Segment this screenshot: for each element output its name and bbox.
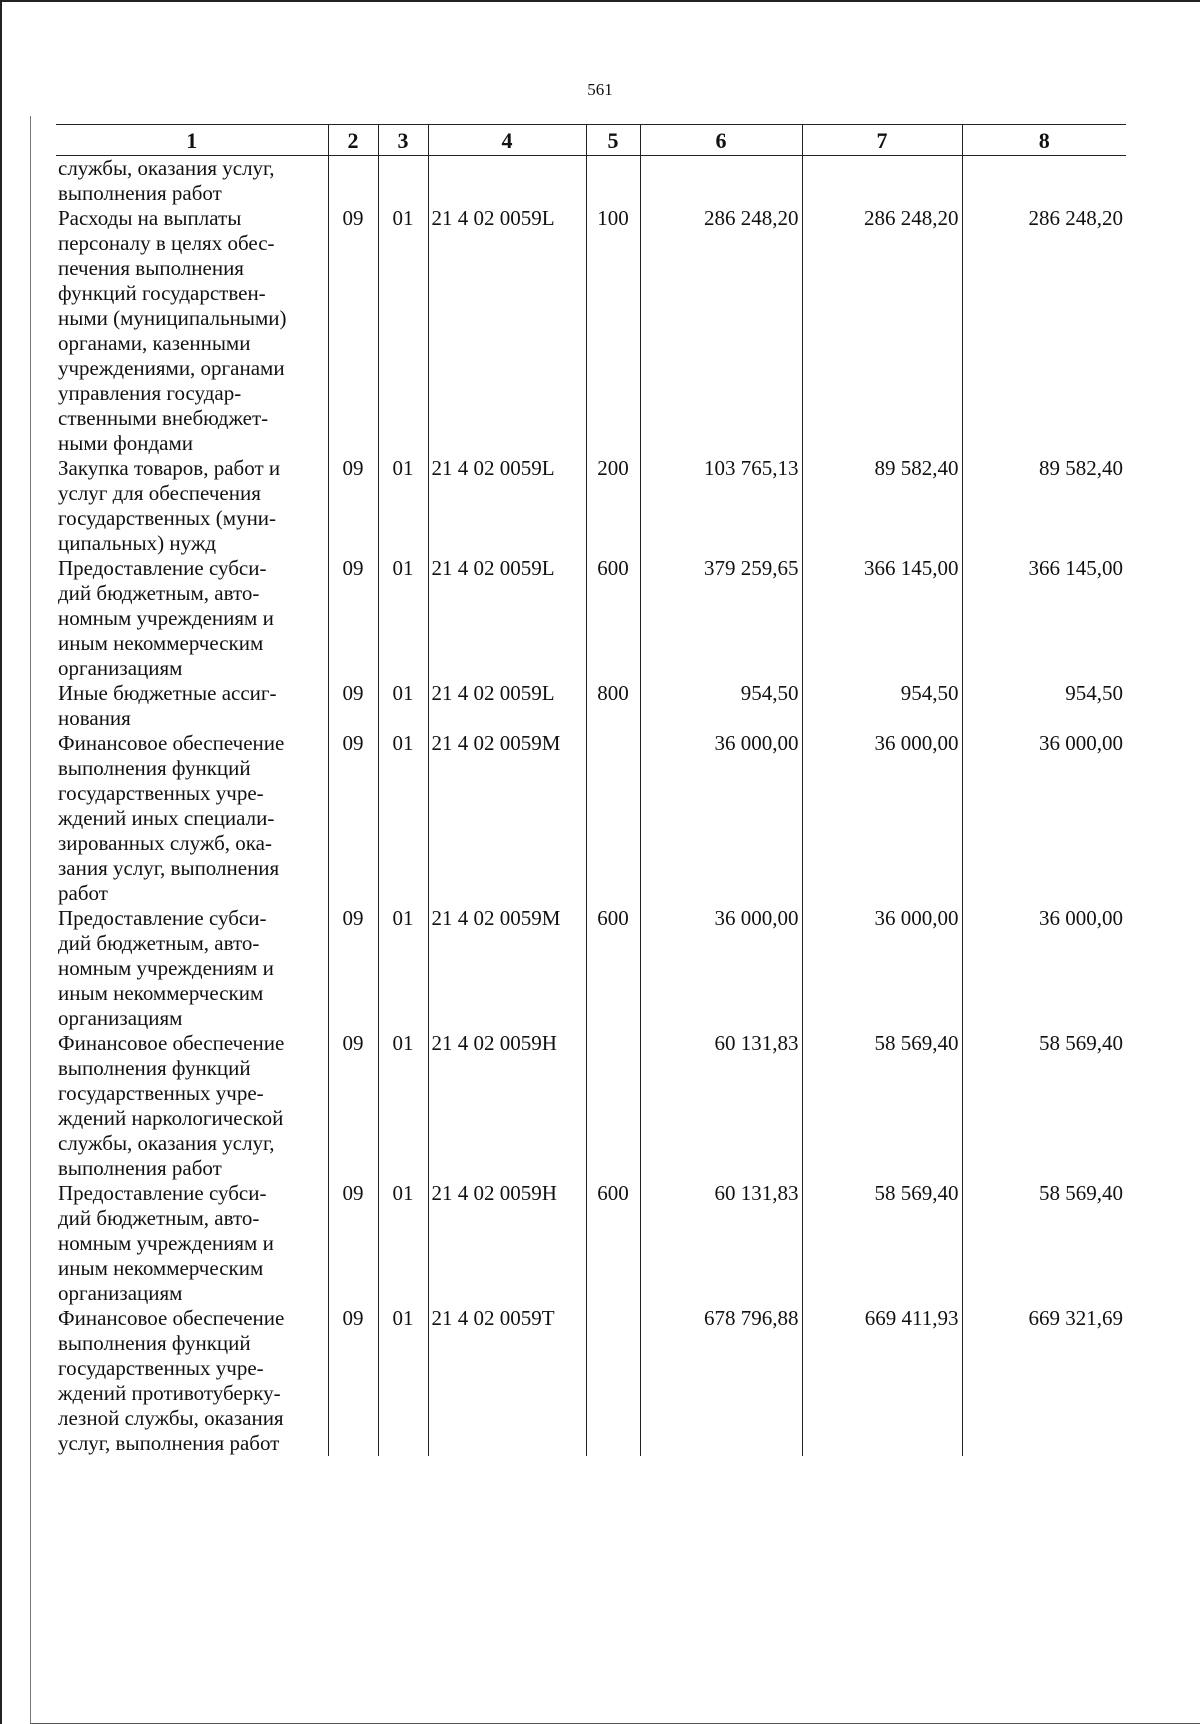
- scan-margin-line: [30, 116, 31, 1724]
- cell-section: 09: [328, 1181, 378, 1306]
- cell-description: Предоставление субси- дий бюджетным, авто- номным учреждениям и иным некоммерческим организациям: [56, 556, 328, 681]
- cell-expense-type: [586, 1031, 640, 1181]
- cell-amount-col6: 60 131,83: [640, 1181, 802, 1306]
- cell-amount-col8: 36 000,00: [962, 731, 1126, 906]
- cell-subsection: 01: [378, 206, 428, 456]
- cell-section: 09: [328, 1306, 378, 1456]
- cell-description: Финансовое обеспечение выполнения функций государственных учре- ждений иных специали- зированных служб, ока- зания услуг, выполнения работ: [56, 731, 328, 906]
- table-row: [56, 206, 1126, 456]
- cell-target-article: 21 4 02 0059М: [428, 731, 586, 906]
- cell-expense-type: [586, 156, 640, 207]
- cell-description: Предоставление субси- дий бюджетным, авто- номным учреждениям и иным некоммерческим организациям: [56, 906, 328, 1031]
- cell-subsection: [378, 156, 428, 207]
- table-row: [56, 1031, 1126, 1181]
- cell-amount-col8: 58 569,40: [962, 1031, 1126, 1181]
- column-header-5: 5: [586, 125, 640, 156]
- cell-subsection: 01: [378, 456, 428, 556]
- cell-subsection: 01: [378, 906, 428, 1031]
- cell-amount-col6: 379 259,65: [640, 556, 802, 681]
- cell-expense-type: 800: [586, 681, 640, 731]
- column-header-4: 4: [428, 125, 586, 156]
- cell-section: 09: [328, 206, 378, 456]
- cell-amount-col6: 286 248,20: [640, 206, 802, 456]
- cell-amount-col7: 366 145,00: [802, 556, 962, 681]
- cell-amount-col7: 36 000,00: [802, 731, 962, 906]
- cell-target-article: 21 4 02 0059Н: [428, 1031, 586, 1181]
- cell-section: 09: [328, 731, 378, 906]
- cell-expense-type: 600: [586, 556, 640, 681]
- cell-description: Предоставление субси- дий бюджетным, авто- номным учреждениям и иным некоммерческим организациям: [56, 1181, 328, 1306]
- cell-description: Финансовое обеспечение выполнения функций государственных учре- ждений противотуберку- лезной службы, оказания услуг, выполнения работ: [56, 1306, 328, 1456]
- cell-subsection: 01: [378, 681, 428, 731]
- cell-amount-col7: 669 411,93: [802, 1306, 962, 1456]
- cell-amount-col7: 286 248,20: [802, 206, 962, 456]
- cell-subsection: 01: [378, 731, 428, 906]
- column-header-7: 7: [802, 125, 962, 156]
- scan-border-left: [0, 0, 2, 1724]
- cell-expense-type: 600: [586, 906, 640, 1031]
- cell-description: службы, оказания услуг, выполнения работ: [56, 156, 328, 207]
- table-row: [56, 906, 1126, 1031]
- cell-amount-col8: [962, 156, 1126, 207]
- cell-subsection: 01: [378, 1181, 428, 1306]
- table-body: [56, 156, 1126, 1457]
- cell-amount-col7: 58 569,40: [802, 1181, 962, 1306]
- cell-amount-col8: 36 000,00: [962, 906, 1126, 1031]
- cell-amount-col6: 103 765,13: [640, 456, 802, 556]
- table-header: [56, 125, 1126, 156]
- cell-amount-col8: 366 145,00: [962, 556, 1126, 681]
- cell-target-article: [428, 156, 586, 207]
- cell-section: 09: [328, 1031, 378, 1181]
- column-header-8: 8: [962, 125, 1126, 156]
- cell-amount-col6: 60 131,83: [640, 1031, 802, 1181]
- cell-target-article: 21 4 02 0059Т: [428, 1306, 586, 1456]
- table-row: [56, 556, 1126, 681]
- cell-amount-col8: 89 582,40: [962, 456, 1126, 556]
- budget-table: [56, 124, 1126, 1456]
- cell-amount-col7: 36 000,00: [802, 906, 962, 1031]
- cell-target-article: 21 4 02 0059L: [428, 556, 586, 681]
- table-row: [56, 1306, 1126, 1456]
- cell-target-article: 21 4 02 0059L: [428, 456, 586, 556]
- header-row: [56, 125, 1126, 156]
- cell-description: Иные бюджетные ассиг- нования: [56, 681, 328, 731]
- cell-target-article: 21 4 02 0059L: [428, 206, 586, 456]
- cell-section: 09: [328, 556, 378, 681]
- cell-target-article: 21 4 02 0059Н: [428, 1181, 586, 1306]
- page-number: 561: [587, 80, 613, 99]
- cell-expense-type: [586, 731, 640, 906]
- cell-amount-col8: 286 248,20: [962, 206, 1126, 456]
- cell-amount-col6: 36 000,00: [640, 731, 802, 906]
- cell-amount-col8: 954,50: [962, 681, 1126, 731]
- table-row: [56, 156, 1126, 207]
- table-row: [56, 1181, 1126, 1306]
- scan-border-top: [0, 0, 1200, 2]
- cell-section: [328, 156, 378, 207]
- cell-expense-type: [586, 1306, 640, 1456]
- cell-subsection: 01: [378, 1306, 428, 1456]
- column-header-1: 1: [56, 125, 328, 156]
- cell-amount-col6: 36 000,00: [640, 906, 802, 1031]
- cell-subsection: 01: [378, 1031, 428, 1181]
- cell-target-article: 21 4 02 0059L: [428, 681, 586, 731]
- cell-amount-col7: 58 569,40: [802, 1031, 962, 1181]
- cell-subsection: 01: [378, 556, 428, 681]
- cell-description: Расходы на выплаты персоналу в целях обес- печения выполнения функций государствен- ными (муниципальными) органами, казенными учреждениями, органами управления государ- ственными внебюджет- ными фондами: [56, 206, 328, 456]
- cell-description: Закупка товаров, работ и услуг для обеспечения государственных (муни- ципальных) нужд: [56, 456, 328, 556]
- cell-target-article: 21 4 02 0059М: [428, 906, 586, 1031]
- cell-amount-col6: 954,50: [640, 681, 802, 731]
- cell-amount-col7: 954,50: [802, 681, 962, 731]
- column-header-6: 6: [640, 125, 802, 156]
- cell-section: 09: [328, 906, 378, 1031]
- cell-amount-col7: 89 582,40: [802, 456, 962, 556]
- cell-amount-col8: 669 321,69: [962, 1306, 1126, 1456]
- cell-amount-col6: 678 796,88: [640, 1306, 802, 1456]
- cell-section: 09: [328, 456, 378, 556]
- column-header-2: 2: [328, 125, 378, 156]
- column-header-3: 3: [378, 125, 428, 156]
- cell-expense-type: 200: [586, 456, 640, 556]
- cell-amount-col6: [640, 156, 802, 207]
- table-row: [56, 731, 1126, 906]
- cell-section: 09: [328, 681, 378, 731]
- cell-description: Финансовое обеспечение выполнения функций государственных учре- ждений наркологической службы, оказания услуг, выполнения работ: [56, 1031, 328, 1181]
- cell-expense-type: 600: [586, 1181, 640, 1306]
- cell-amount-col8: 58 569,40: [962, 1181, 1126, 1306]
- cell-expense-type: 100: [586, 206, 640, 456]
- cell-amount-col7: [802, 156, 962, 207]
- table-row: [56, 681, 1126, 731]
- table-row: [56, 456, 1126, 556]
